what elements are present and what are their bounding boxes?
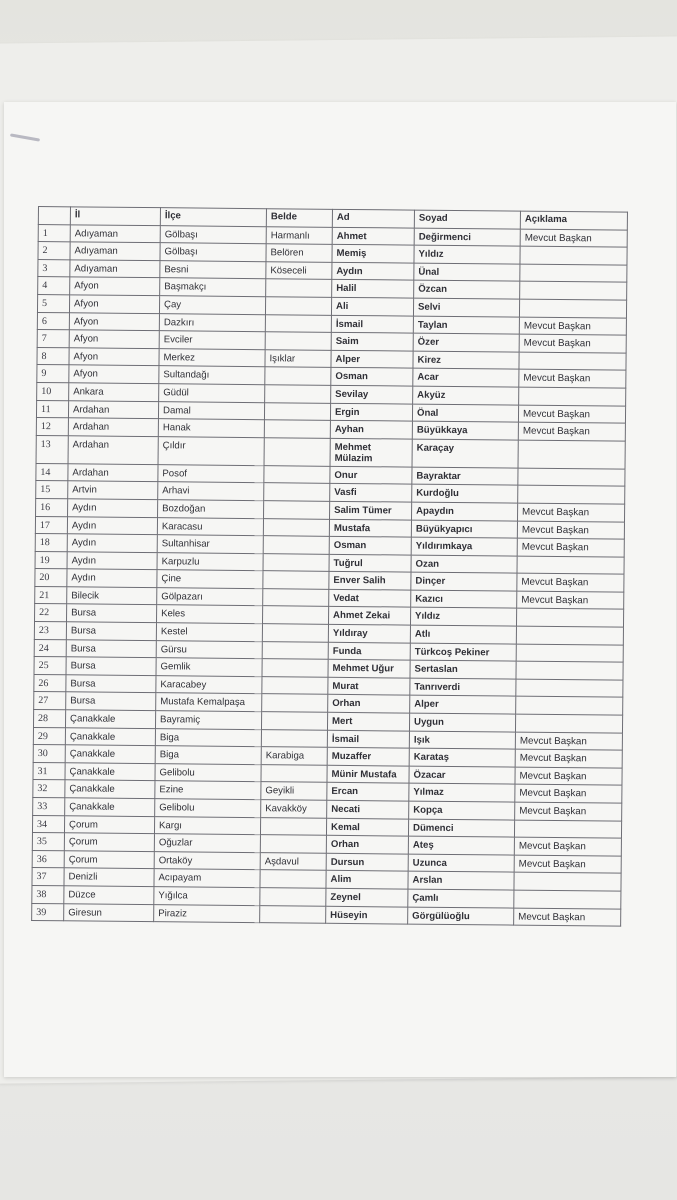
cell-il: Bursa (67, 604, 157, 622)
cell-belde (260, 888, 326, 906)
cell-ad: Alper (331, 350, 413, 368)
cell-il: Adıyaman (70, 242, 160, 260)
cell-aciklama (514, 890, 621, 909)
cell-aciklama (516, 609, 623, 628)
cell-no: 1 (38, 224, 70, 242)
cell-ad: İsmail (327, 730, 409, 748)
cell-soyad: Tanrıverdi (410, 678, 516, 697)
header-belde: Belde (266, 209, 332, 227)
cell-soyad: Çamlı (408, 889, 514, 908)
cell-aciklama: Mevcut Başkan (518, 422, 625, 441)
cell-soyad: Görgülüoğlu (408, 907, 514, 926)
cell-il: Adıyaman (70, 224, 160, 242)
cell-no: 2 (38, 242, 70, 260)
cell-no: 9 (37, 365, 69, 383)
cell-ilce: Arhavi (158, 482, 264, 501)
cell-soyad: Büyükkaya (412, 421, 518, 440)
cell-il: Çanakkale (65, 763, 155, 781)
cell-ilce: Keles (157, 605, 263, 624)
cell-ad: Necati (327, 800, 409, 818)
cell-no: 29 (33, 727, 65, 745)
cell-il: Ardahan (68, 464, 158, 482)
cell-ad: Onur (330, 466, 412, 484)
cell-no: 21 (35, 586, 67, 604)
cell-ilce: Kestel (156, 623, 262, 642)
cell-ilce: Sultandağı (159, 366, 265, 385)
cell-ad: Vasfi (330, 484, 412, 502)
cell-il: Afyon (69, 295, 159, 313)
cell-belde (264, 420, 330, 438)
cell-il: Denizli (64, 868, 154, 886)
cell-belde (262, 677, 328, 695)
cell-no: 7 (37, 330, 69, 348)
cell-il: Aydın (67, 534, 157, 552)
cell-belde (265, 385, 331, 403)
cell-no: 36 (32, 850, 64, 868)
cell-aciklama: Mevcut Başkan (519, 317, 626, 336)
cell-no: 22 (35, 604, 67, 622)
cell-il: Giresun (64, 903, 154, 921)
cell-belde (262, 659, 328, 677)
cell-belde (265, 297, 331, 315)
cell-ilce: Ezine (155, 781, 261, 800)
header-ilce: İlçe (160, 208, 266, 227)
cell-aciklama (514, 820, 621, 839)
cell-aciklama: Mevcut Başkan (520, 229, 627, 248)
cell-belde (263, 571, 329, 589)
cell-soyad: Taylan (413, 316, 519, 335)
cell-belde: Aşdavul (260, 852, 326, 870)
cell-il: Afyon (69, 348, 159, 366)
cell-ilce: Gölbaşı (160, 225, 266, 244)
cell-ilce: Ortaköy (154, 851, 260, 870)
cell-il: Bursa (66, 622, 156, 640)
cell-no: 5 (37, 294, 69, 312)
cell-no: 32 (33, 780, 65, 798)
cell-belde: Karabiga (261, 747, 327, 765)
cell-belde (265, 332, 331, 350)
cell-aciklama (516, 626, 623, 645)
cell-no: 27 (34, 692, 66, 710)
cell-belde (265, 367, 331, 385)
cell-soyad: Sertaslan (410, 660, 516, 679)
cell-ilce: Mustafa Kemalpaşa (156, 693, 262, 712)
cell-no: 19 (35, 551, 67, 569)
cell-aciklama (516, 697, 623, 716)
cell-soyad: Atlı (410, 625, 516, 644)
cell-ad: Muzaffer (327, 748, 409, 766)
cell-no: 38 (32, 885, 64, 903)
cell-ad: Hüseyin (326, 906, 408, 924)
cell-no: 37 (32, 868, 64, 886)
cell-belde (261, 764, 327, 782)
cell-aciklama: Mevcut Başkan (515, 732, 622, 751)
cell-aciklama: Mevcut Başkan (518, 405, 625, 424)
cell-aciklama: Mevcut Başkan (515, 802, 622, 821)
cell-ad: Mustafa (329, 519, 411, 537)
cell-no: 26 (34, 674, 66, 692)
cell-ad: Osman (331, 368, 413, 386)
cell-aciklama (520, 246, 627, 265)
cell-aciklama (517, 556, 624, 575)
cell-il: Düzce (64, 886, 154, 904)
cell-ad: Funda (328, 642, 410, 660)
cell-il: Ardahan (68, 400, 158, 418)
cell-il: Aydın (67, 569, 157, 587)
cell-no: 35 (32, 833, 64, 851)
cell-belde (260, 905, 326, 923)
cell-ilce: Gelibolu (155, 799, 261, 818)
cell-aciklama (516, 661, 623, 680)
cell-aciklama (519, 387, 626, 406)
cell-aciklama: Mevcut Başkan (517, 573, 624, 592)
cell-ilce: Kargı (154, 816, 260, 835)
cell-soyad: Kazıcı (411, 590, 517, 609)
cell-il: Bursa (66, 657, 156, 675)
cell-ilce: Yığılca (154, 887, 260, 906)
cell-belde (261, 729, 327, 747)
cell-il: Çorum (64, 851, 154, 869)
cell-soyad: Ünal (414, 263, 520, 282)
cell-aciklama: Mevcut Başkan (517, 538, 624, 557)
cell-no: 28 (33, 710, 65, 728)
cell-soyad: Kopça (409, 801, 515, 820)
cell-aciklama: Mevcut Başkan (517, 591, 624, 610)
cell-il: Bursa (66, 675, 156, 693)
cell-ilce: Biga (155, 728, 261, 747)
cell-il: Ardahan (68, 418, 158, 436)
cell-no: 16 (36, 498, 68, 516)
cell-ad: Vedat (329, 589, 411, 607)
cell-ilce: Gemlik (156, 658, 262, 677)
cell-soyad: Özacar (409, 766, 515, 785)
cell-ad: Ali (331, 297, 413, 315)
cell-belde (265, 314, 331, 332)
cell-aciklama: Mevcut Başkan (515, 785, 622, 804)
cell-ad: Zeynel (326, 888, 408, 906)
cell-no: 39 (32, 903, 64, 921)
cell-aciklama: Mevcut Başkan (514, 837, 621, 856)
cell-belde (260, 835, 326, 853)
cell-il: Bursa (66, 639, 156, 657)
cell-soyad: Dümenci (408, 819, 514, 838)
cell-ilce: Piraziz (154, 904, 260, 923)
cell-no: 12 (36, 418, 68, 436)
cell-aciklama (515, 714, 622, 733)
cell-il: Afyon (69, 365, 159, 383)
header-il: İl (70, 207, 160, 225)
cell-il: Çanakkale (65, 798, 155, 816)
cell-il: Afyon (69, 330, 159, 348)
cell-il: Afyon (69, 312, 159, 330)
cell-il: Bursa (66, 692, 156, 710)
cell-il: Bilecik (67, 587, 157, 605)
cell-belde (264, 437, 330, 466)
cell-belde (260, 817, 326, 835)
cell-no: 11 (36, 400, 68, 418)
cell-soyad: Önal (412, 404, 518, 423)
cell-belde (263, 589, 329, 607)
cell-belde (260, 870, 326, 888)
cell-no: 31 (33, 762, 65, 780)
cell-aciklama (518, 485, 625, 504)
cell-no: 13 (36, 435, 68, 463)
cell-soyad: Özcan (414, 280, 520, 299)
cell-aciklama: Mevcut Başkan (515, 767, 622, 786)
cell-ilce: Karacasu (157, 517, 263, 536)
cell-soyad: Arslan (408, 871, 514, 890)
cell-ilce: Başmakçı (160, 278, 266, 297)
cell-ilce: Güdül (159, 384, 265, 403)
cell-ilce: Oğuzlar (154, 834, 260, 853)
cell-soyad: Apaydın (412, 502, 518, 521)
cell-no: 15 (36, 481, 68, 499)
cell-ad: Aydın (332, 262, 414, 280)
cell-ad: Memiş (332, 245, 414, 263)
cell-soyad: Büyükyapıcı (411, 520, 517, 539)
cell-aciklama: Mevcut Başkan (519, 369, 626, 388)
cell-belde (264, 501, 330, 519)
cell-il: Çanakkale (65, 727, 155, 745)
cell-belde: Işıklar (265, 349, 331, 367)
cell-il: Çanakkale (65, 745, 155, 763)
candidate-list-table (31, 206, 628, 927)
cell-no: 33 (33, 797, 65, 815)
cell-no: 34 (32, 815, 64, 833)
cell-no: 23 (34, 622, 66, 640)
table-body (32, 224, 628, 926)
cell-soyad: Uzunca (408, 854, 514, 873)
cell-ad: Dursun (326, 853, 408, 871)
cell-no: 25 (34, 657, 66, 675)
cell-aciklama (518, 440, 625, 469)
cell-ad: Yıldıray (328, 624, 410, 642)
cell-soyad: Akyüz (413, 386, 519, 405)
cell-aciklama: Mevcut Başkan (517, 521, 624, 540)
cell-ilce: Posof (158, 464, 264, 483)
cell-soyad: Işık (409, 731, 515, 750)
cell-soyad: Değirmenci (414, 228, 520, 247)
cell-ilce: Karacabey (156, 675, 262, 694)
cell-soyad: Kurdoğlu (412, 484, 518, 503)
cell-belde (264, 465, 330, 483)
cell-soyad: Uygun (409, 713, 515, 732)
cell-ilce: Dazkırı (159, 313, 265, 332)
cell-ilce: Besni (160, 260, 266, 279)
cell-aciklama: Mevcut Başkan (514, 908, 621, 927)
cell-ilce: Gölbaşı (160, 243, 266, 262)
cell-no: 14 (36, 463, 68, 481)
cell-soyad: Yıldırımkaya (411, 537, 517, 556)
cell-soyad: Yıldız (410, 608, 516, 627)
cell-il: Ardahan (68, 436, 158, 465)
cell-aciklama (516, 644, 623, 663)
cell-ilce: Çine (157, 570, 263, 589)
cell-ad: Mert (327, 712, 409, 730)
header-ad: Ad (332, 209, 414, 227)
cell-soyad: Yıldız (414, 245, 520, 264)
cell-belde (264, 402, 330, 420)
header-no (38, 207, 70, 225)
cell-ad: Osman (329, 536, 411, 554)
cell-no: 20 (35, 569, 67, 587)
cell-belde (262, 641, 328, 659)
cell-ilce: Gürsu (156, 640, 262, 659)
cell-soyad: Kirez (413, 351, 519, 370)
cell-ad: Münir Mustafa (327, 765, 409, 783)
cell-soyad: Bayraktar (412, 467, 518, 486)
cell-aciklama: Mevcut Başkan (519, 334, 626, 353)
cell-no: 8 (37, 347, 69, 365)
cell-belde (262, 624, 328, 642)
cell-ilce: Çay (159, 296, 265, 315)
cell-ad: Ayhan (330, 420, 412, 438)
cell-ilce: Biga (155, 746, 261, 765)
cell-belde (263, 536, 329, 554)
cell-belde (264, 483, 330, 501)
cell-aciklama: Mevcut Başkan (514, 855, 621, 874)
header-soyad: Soyad (414, 210, 520, 229)
cell-il: Çorum (64, 833, 154, 851)
cell-belde (263, 606, 329, 624)
cell-soyad: Yılmaz (409, 783, 515, 802)
cell-ad: Orhan (328, 695, 410, 713)
cell-ad: Ahmet Zekai (328, 607, 410, 625)
cell-il: Aydın (68, 499, 158, 517)
cell-ilce: Acıpayam (154, 869, 260, 888)
cell-il: Adıyaman (70, 260, 160, 278)
cell-aciklama (520, 282, 627, 301)
cell-il: Ankara (69, 383, 159, 401)
cell-no: 18 (35, 534, 67, 552)
cell-soyad: Türkcoş Pekiner (410, 643, 516, 662)
cell-soyad: Acar (413, 368, 519, 387)
cell-ilce: Merkez (159, 348, 265, 367)
cell-no: 3 (38, 259, 70, 277)
cell-ilce: Gelibolu (155, 763, 261, 782)
cell-il: Aydın (67, 516, 157, 534)
cell-ad: Sevilay (331, 385, 413, 403)
cell-il: Çanakkale (65, 710, 155, 728)
cell-no: 30 (33, 745, 65, 763)
cell-no: 24 (34, 639, 66, 657)
cell-ad: İsmail (331, 315, 413, 333)
cell-belde: Geyikli (261, 782, 327, 800)
cell-no: 6 (37, 312, 69, 330)
cell-ad: Halil (332, 280, 414, 298)
cell-aciklama (516, 679, 623, 698)
cell-belde (266, 279, 332, 297)
cell-soyad: Karaçay (412, 439, 518, 468)
cell-ilce: Sultanhisar (157, 535, 263, 554)
cell-belde: Belören (266, 244, 332, 262)
cell-soyad: Ateş (408, 836, 514, 855)
cell-aciklama: Mevcut Başkan (518, 503, 625, 522)
cell-aciklama (518, 468, 625, 487)
cell-soyad: Alper (410, 696, 516, 715)
cell-belde (262, 694, 328, 712)
cell-ad: Mehmet Uğur (328, 660, 410, 678)
cell-ilce: Bayramiç (155, 711, 261, 730)
cell-no: 17 (35, 516, 67, 534)
cell-aciklama (514, 872, 621, 891)
cell-belde: Harmanlı (266, 226, 332, 244)
cell-soyad: Selvi (413, 298, 519, 317)
cell-il: Aydın (67, 551, 157, 569)
cell-ilce: Bozdoğan (158, 500, 264, 519)
cell-ilce: Damal (158, 401, 264, 420)
cell-belde (261, 712, 327, 730)
cell-soyad: Dinçer (411, 572, 517, 591)
cell-ad: Ergin (330, 403, 412, 421)
cell-ad: Ahmet (332, 227, 414, 245)
cell-ilce: Çıldır (158, 436, 264, 465)
cell-ilce: Hanak (158, 419, 264, 438)
cell-ad: Tuğrul (329, 554, 411, 572)
cell-il: Artvin (68, 481, 158, 499)
cell-aciklama: Mevcut Başkan (515, 749, 622, 768)
cell-ad: Orhan (326, 835, 408, 853)
cell-belde (263, 518, 329, 536)
cell-ilce: Gölpazarı (157, 588, 263, 607)
cell-il: Çorum (64, 815, 154, 833)
cell-ad: Alim (326, 871, 408, 889)
header-aciklama: Açıklama (520, 211, 627, 230)
cell-ad: Mehmet Mülazim (330, 438, 412, 467)
cell-belde: Köseceli (266, 261, 332, 279)
cell-ad: Kemal (326, 818, 408, 836)
cell-aciklama (519, 352, 626, 371)
cell-soyad: Ozan (411, 555, 517, 574)
cell-no: 4 (38, 277, 70, 295)
cell-soyad: Karataş (409, 748, 515, 767)
cell-ad: Murat (328, 677, 410, 695)
cell-il: Afyon (70, 277, 160, 295)
cell-aciklama (520, 264, 627, 283)
cell-belde: Kavakköy (261, 800, 327, 818)
cell-il: Çanakkale (65, 780, 155, 798)
cell-ad: Salim Tümer (330, 501, 412, 519)
cell-aciklama (519, 299, 626, 318)
cell-ad: Enver Salih (329, 572, 411, 590)
cell-ilce: Karpuzlu (157, 552, 263, 571)
cell-soyad: Özer (413, 333, 519, 352)
cell-ilce: Evciler (159, 331, 265, 350)
cell-ad: Saim (331, 332, 413, 350)
cell-ad: Ercan (327, 783, 409, 801)
cell-belde (263, 553, 329, 571)
cell-no: 10 (37, 382, 69, 400)
